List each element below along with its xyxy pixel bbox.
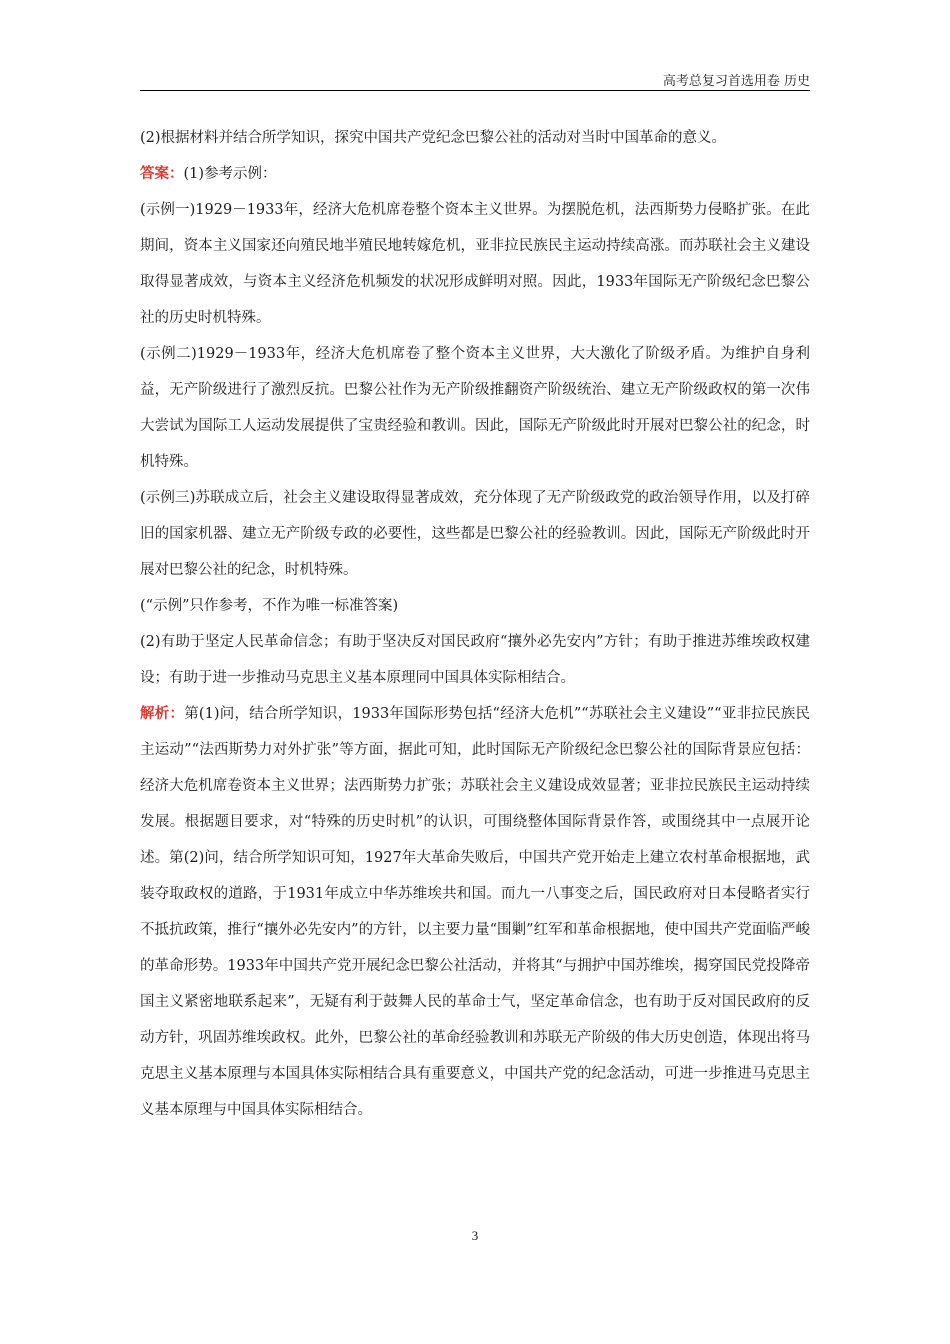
analysis-label: 解析： xyxy=(140,705,185,722)
running-header: 高考总复习首选用卷 历史 xyxy=(662,74,810,89)
answer-intro-paragraph xyxy=(140,156,810,192)
analysis-paragraph xyxy=(140,696,810,1128)
answer-example-2: (示例二)1929－1933年，经济大危机席卷了整个资本主义世界，大大激化了阶级矛盾。为维护自身利益，无产阶级进行了激烈反抗。巴黎公社作为无产阶级推翻资产阶级统治、建立无产阶级政权的第一次伟大尝试为国际工人运动发展提供了宝贵经验和教训。因此，国际无产阶级此时开展对巴黎公社的纪念，时机特殊。 xyxy=(140,346,810,470)
answer-example-3: (示例三)苏联成立后，社会主义建设取得显著成效，充分体现了无产阶级政党的政治领导作用，以及打碎旧的国家机器、建立无产阶级专政的必要性，这些都是巴黎公社的经验教训。因此，国际无产阶级此时开展对巴黎公社的纪念，时机特殊。 xyxy=(140,490,810,578)
answer-note: (“示例”只作参考，不作为唯一标准答案) xyxy=(140,598,399,614)
analysis-text: 第(1)问，结合所学知识，1933年国际形势包括“经济大危机”“苏联社会主义建设”“亚非拉民族民主运动”“法西斯势力对外扩张”等方面，据此可知，此时国际无产阶级纪念巴黎公社的国际背景应包括：经济大危机席卷资本主义世界；法西斯势力扩张；苏联社会主义建设成效显著；亚非拉民族民主运动持续发展。根据题目要求，对“特殊的历史时机”的认识，可围绕整体国际背景作答，或围绕其中一点展开论述。第(2)问，结合所学知识可知，1927年大革命失败后，中国共产党开始走上建立农村革命根据地，武装夺取政权的道路，于1931年成立中华苏维埃共和国。而九一八事变之后，国民政府对日本侵略者实行不抵抗政策，推行“攘外必先安内”的方针，以主要力量“围剿”红军和革命根据地，使中国共产党面临严峻的革命形势。1933年中国共产党开展纪念巴黎公社活动，并将其“与拥护中国苏维埃，揭穿国民党投降帝国主义紧密地联系起来”，无疑有利于鼓舞人民的革命士气，坚定革命信念，也有助于反对国民政府的反动方针，巩固苏维埃政权。此外，巴黎公社的革命经验教训和苏联无产阶级的伟大历史创造，体现出将马克思主义基本原理与本国具体实际相结合具有重要意义，中国共产党的纪念活动，可进一步推进马克思主义基本原理与中国具体实际相结合。 xyxy=(140,706,810,1118)
page-number: 3 xyxy=(471,1228,479,1243)
page-content xyxy=(140,120,810,1128)
answer-label: 答案： xyxy=(140,165,184,182)
answer-example-1: (示例一)1929－1933年，经济大危机席卷整个资本主义世界。为摆脱危机，法西斯势力侵略扩张。在此期间，资本主义国家还向殖民地半殖民地转嫁危机，亚非拉民族民主运动持续高涨。而苏联社会主义建设取得显著成效，与资本主义经济危机频发的状况形成鲜明对照。因此，1933年国际无产阶级纪念巴黎公社的历史时机特殊。 xyxy=(140,202,810,326)
answer-intro: (1)参考示例： xyxy=(183,166,277,182)
header-rule xyxy=(140,90,810,91)
question-part2: (2)根据材料并结合所学知识，探究中国共产党纪念巴黎公社的活动对当时中国革命的意义。 xyxy=(140,130,727,146)
answer-part2: (2)有助于坚定人民革命信念；有助于坚决反对国民政府“攘外必先安内”方针；有助于推进苏维埃政权建设；有助于进一步推动马克思主义基本原理同中国具体实际相结合。 xyxy=(140,634,810,686)
